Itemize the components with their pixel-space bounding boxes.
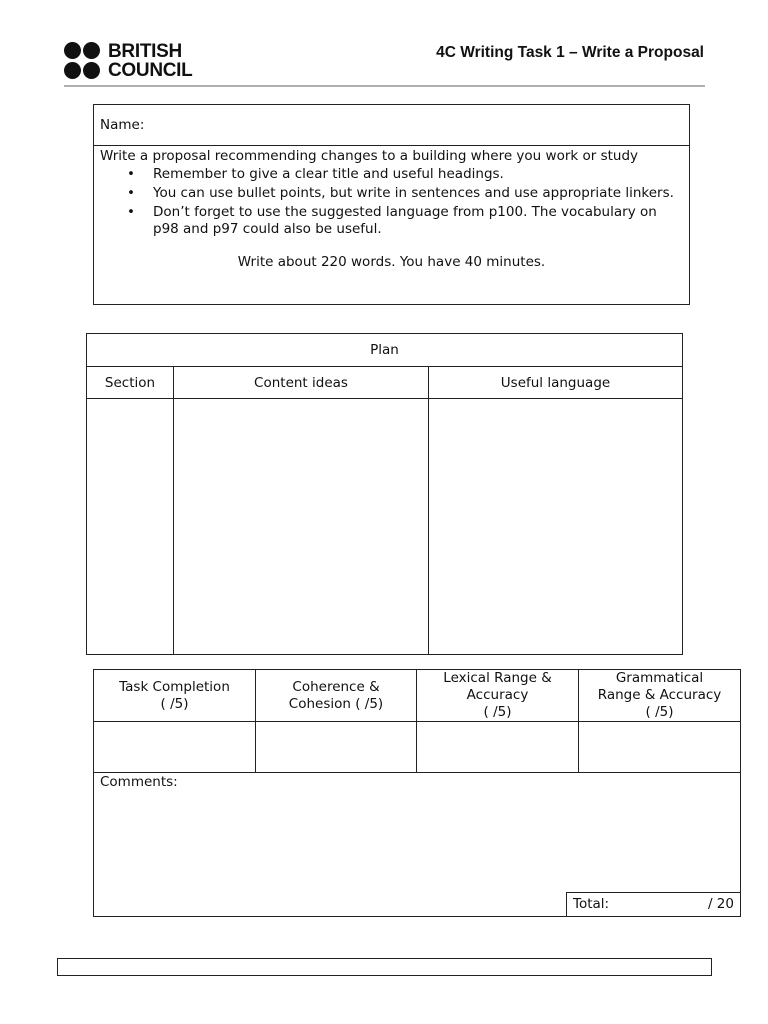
footer-box — [57, 958, 712, 976]
comments-label: Comments: — [100, 774, 178, 790]
logo-wordmark — [108, 42, 192, 80]
column-header-section: Section — [87, 367, 174, 399]
logo-dots-icon — [64, 42, 104, 82]
assessment-table — [93, 669, 741, 917]
criterion-task-completion: Task Completion ( /5) — [94, 670, 256, 722]
bullet-icon: • — [127, 166, 135, 182]
column-header-useful-language: Useful language — [429, 367, 683, 399]
task-bullet-list — [124, 166, 683, 238]
criterion-lexical-range: Lexical Range & Accuracy ( /5) — [417, 670, 579, 722]
content-ideas-cell[interactable] — [174, 399, 429, 655]
useful-language-cell[interactable] — [429, 399, 683, 655]
criterion-grammatical-range: Grammatical Range & Accuracy ( /5) — [579, 670, 741, 722]
score-cell-task-completion[interactable] — [94, 722, 256, 773]
bullet-text: Remember to give a clear title and useful headings. — [153, 166, 504, 182]
plan-title: Plan — [87, 334, 683, 367]
plan-table — [86, 333, 683, 655]
section-cell[interactable] — [87, 399, 174, 655]
british-council-logo — [64, 42, 214, 82]
task-instruction-text: Write a proposal recommending changes to a building where you work or study — [100, 148, 639, 164]
bullet-text: You can use bullet points, but write in sentences and use appropriate linkers. — [153, 185, 674, 201]
comments-area[interactable] — [94, 773, 741, 917]
bullet-text: Don’t forget to use the suggested language from p100. The vocabulary on p98 and p97 could also be useful. — [153, 204, 657, 237]
header-divider — [64, 85, 705, 87]
column-header-content-ideas: Content ideas — [174, 367, 429, 399]
name-field[interactable] — [94, 105, 689, 146]
logo-line-1: BRITISH — [108, 41, 182, 62]
list-item — [124, 204, 683, 238]
total-label: Total: — [573, 896, 610, 912]
logo-line-2: COUNCIL — [108, 60, 193, 81]
task-instructions — [94, 146, 689, 271]
total-max: / 20 — [707, 896, 734, 912]
score-cell-coherence-cohesion[interactable] — [256, 722, 417, 773]
score-cell-grammatical-range[interactable] — [579, 722, 741, 773]
word-count-note: Write about 220 words. You have 40 minutes. — [237, 254, 546, 270]
total-box[interactable] — [566, 892, 741, 917]
list-item — [124, 185, 683, 202]
task-box — [93, 104, 690, 305]
list-item — [124, 166, 683, 183]
bullet-icon: • — [127, 204, 135, 220]
bullet-icon: • — [127, 185, 135, 201]
name-label: Name: — [100, 117, 145, 133]
criterion-coherence-cohesion: Coherence & Cohesion ( /5) — [256, 670, 417, 722]
score-cell-lexical-range[interactable] — [417, 722, 579, 773]
document-title: 4C Writing Task 1 – Write a Proposal — [436, 44, 704, 61]
